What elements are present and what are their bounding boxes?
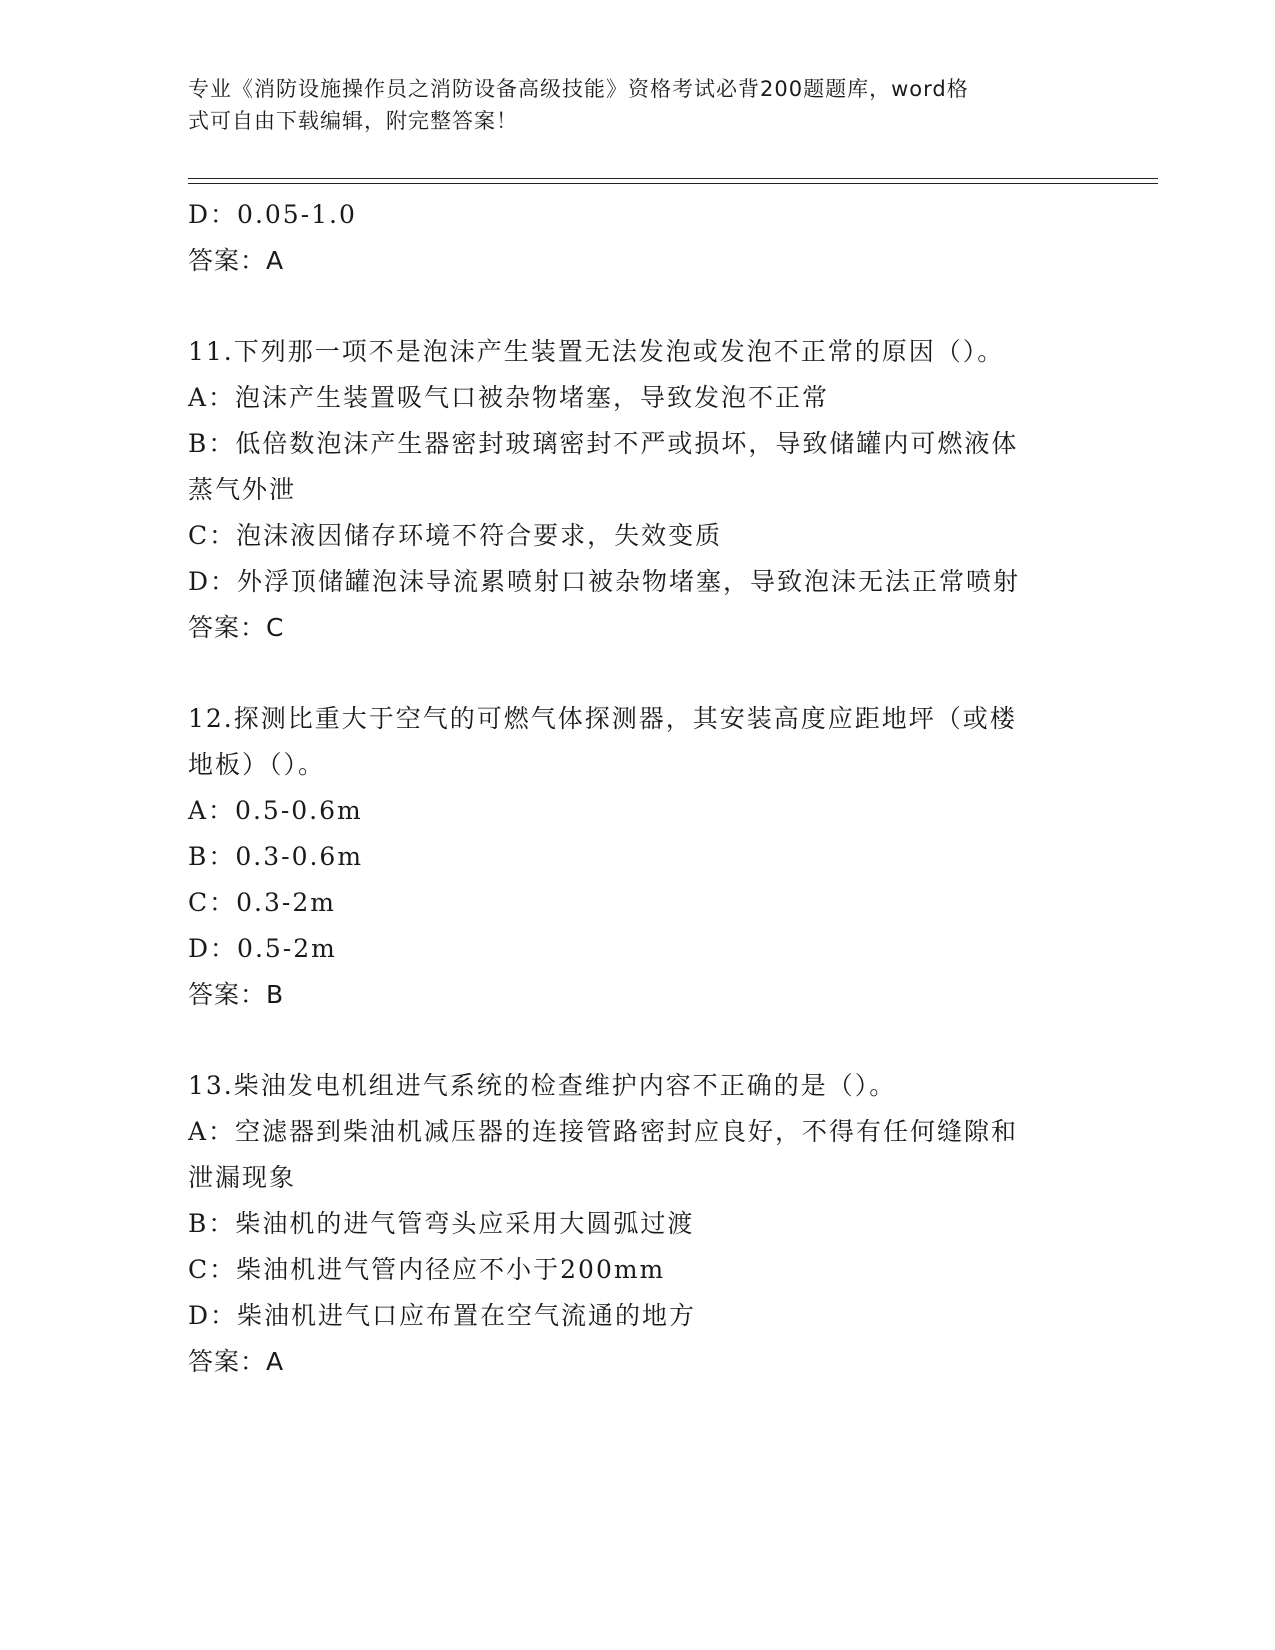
question-13-option-c: C：柴油机进气管内径应不小于200mm bbox=[188, 1255, 666, 1284]
question-11-stem: 11.下列那一项不是泡沫产生装置无法发泡或发泡不正常的原因（）。 bbox=[188, 337, 1005, 366]
question-12-stem-cont: 地板）（）。 bbox=[188, 750, 326, 779]
question-11-option-b-cont: 蒸气外泄 bbox=[188, 475, 297, 504]
question-12-option-c: C：0.3-2m bbox=[188, 888, 336, 917]
question-11-answer: 答案：C bbox=[188, 613, 285, 642]
question-13-option-a: A：空滤器到柴油机减压器的连接管路密封应良好，不得有任何缝隙和 bbox=[188, 1117, 1019, 1146]
question-12-option-d: D：0.5-2m bbox=[188, 934, 337, 963]
header-divider-top bbox=[188, 178, 1158, 179]
header-line-1: 专业《消防设施操作员之消防设备高级技能》资格考试必背200题题库，word格 bbox=[188, 77, 969, 101]
question-11-option-c: C：泡沫液因储存环境不符合要求，失效变质 bbox=[188, 521, 723, 550]
question-13-option-b: B：柴油机的进气管弯头应采用大圆弧过渡 bbox=[188, 1209, 695, 1238]
question-11-option-d: D：外浮顶储罐泡沫导流累喷射口被杂物堵塞，导致泡沫无法正常喷射 bbox=[188, 567, 1021, 596]
header-line-2: 式可自由下载编辑，附完整答案！ bbox=[188, 109, 518, 133]
question-13-answer: 答案：A bbox=[188, 1347, 285, 1376]
question-11-option-a: A：泡沫产生装置吸气口被杂物堵塞，导致发泡不正常 bbox=[188, 383, 830, 412]
question-11 bbox=[188, 329, 1088, 651]
question-13-option-d: D：柴油机进气口应布置在空气流通的地方 bbox=[188, 1301, 697, 1330]
header-divider-bottom bbox=[188, 183, 1158, 184]
page-header bbox=[188, 73, 1078, 137]
previous-answer: 答案：A bbox=[188, 246, 285, 275]
question-12-stem: 12.探测比重大于空气的可燃气体探测器，其安装高度应距地坪（或楼 bbox=[188, 704, 1017, 733]
spacer bbox=[188, 651, 1088, 696]
previous-option-d: D：0.05-1.0 bbox=[188, 200, 357, 229]
spacer bbox=[188, 284, 1088, 329]
question-content bbox=[188, 192, 1088, 1385]
question-12 bbox=[188, 696, 1088, 1018]
question-11-option-b: B：低倍数泡沫产生器密封玻璃密封不严或损坏，导致储罐内可燃液体 bbox=[188, 429, 1019, 458]
question-12-option-a: A：0.5-0.6m bbox=[188, 796, 363, 825]
question-13-option-a-cont: 泄漏现象 bbox=[188, 1163, 297, 1192]
spacer bbox=[188, 1018, 1088, 1063]
question-12-answer: 答案：B bbox=[188, 980, 285, 1009]
question-12-option-b: B：0.3-0.6m bbox=[188, 842, 364, 871]
question-13 bbox=[188, 1063, 1088, 1385]
question-13-stem: 13.柴油发电机组进气系统的检查维护内容不正确的是（）。 bbox=[188, 1071, 897, 1100]
